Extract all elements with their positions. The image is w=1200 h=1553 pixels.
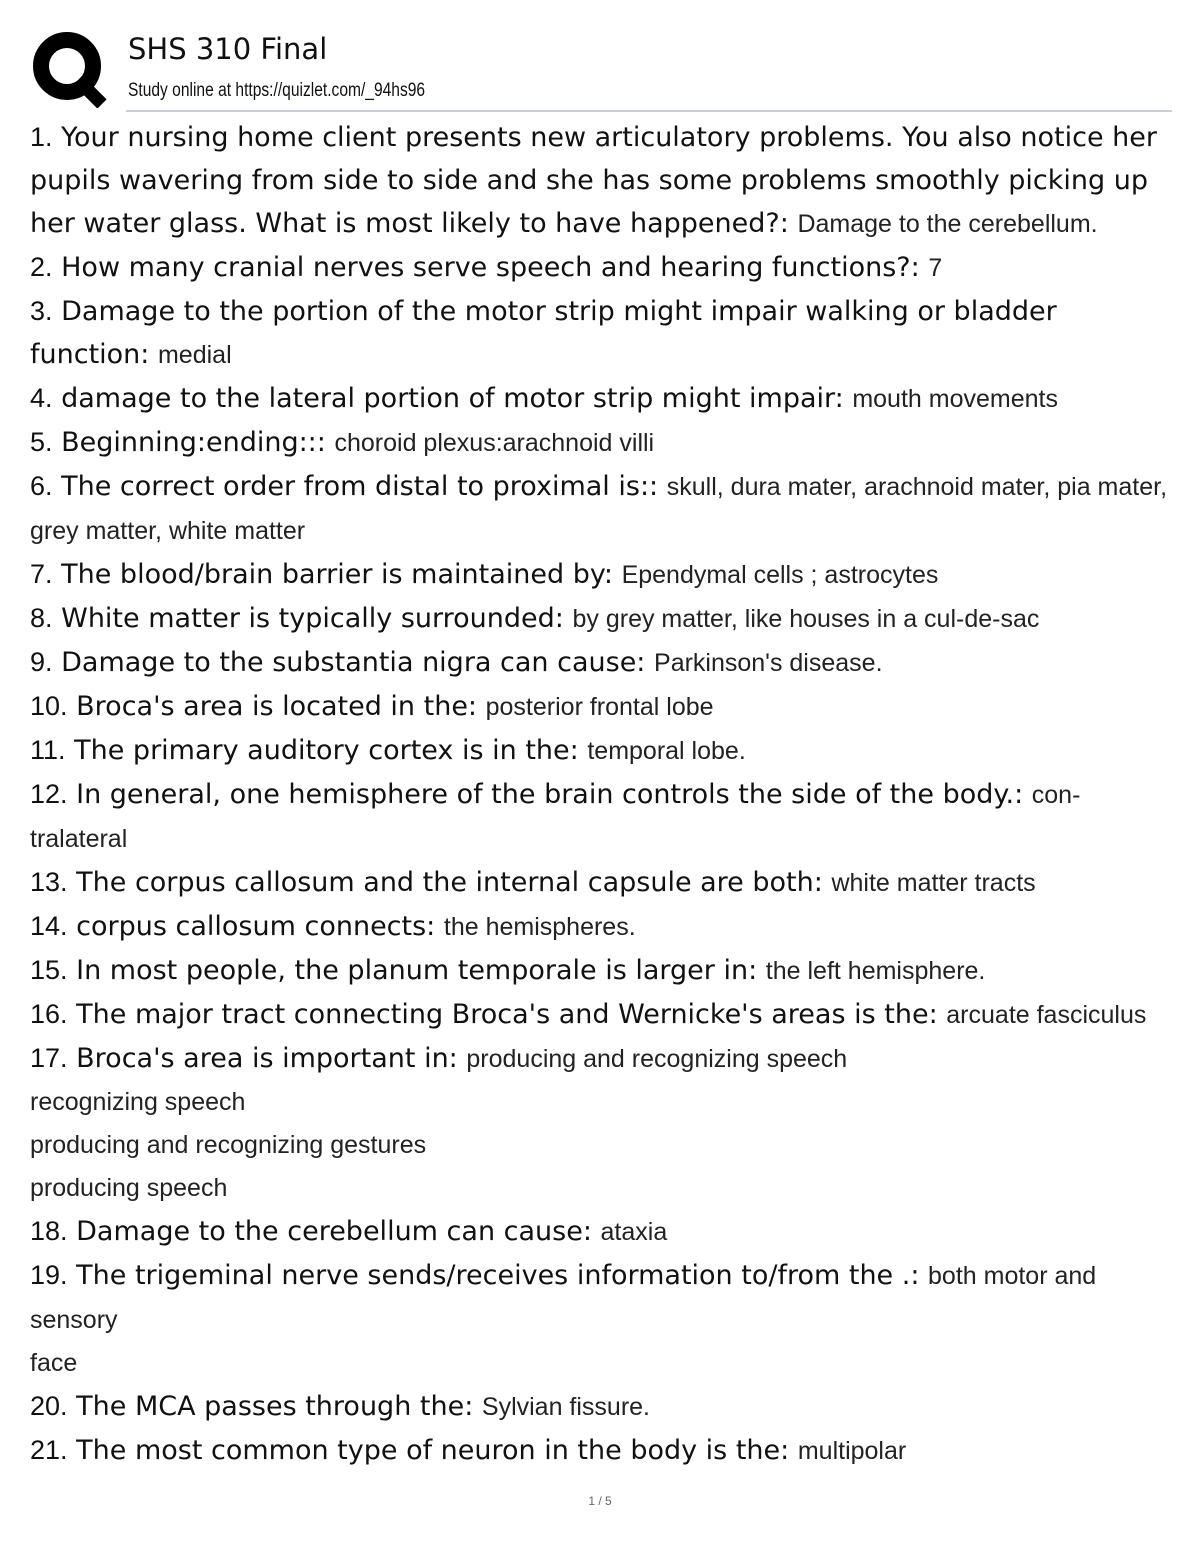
card-term: In general, one hemisphere of the brain controls the side of the body.: bbox=[76, 779, 1024, 810]
card-definition: producing speech bbox=[30, 1174, 228, 1202]
flashcard-item bbox=[30, 465, 1175, 553]
flashcard-item bbox=[30, 1210, 1175, 1254]
card-term: Broca's area is important in: bbox=[76, 1043, 458, 1074]
card-number: 19. bbox=[30, 1260, 68, 1290]
study-link-text[interactable]: Study online at https://quizlet.com/_94hs96 bbox=[128, 80, 426, 101]
document-title: SHS 310 Final bbox=[128, 32, 328, 66]
card-term: Damage to the portion of the motor strip might impair walking or bladder function: bbox=[30, 296, 1057, 370]
card-number: 5. bbox=[30, 427, 53, 457]
card-definition: 7 bbox=[928, 254, 943, 282]
card-definition: posterior frontal lobe bbox=[485, 693, 714, 721]
card-definition: recognizing speech bbox=[30, 1088, 246, 1116]
card-number: 8. bbox=[30, 603, 53, 633]
card-definition: producing and recognizing gestures bbox=[30, 1131, 427, 1159]
card-term: In most people, the planum temporale is larger in: bbox=[76, 955, 758, 986]
card-definition: both motor and sensory bbox=[30, 1262, 1097, 1334]
card-definition: Damage to the cerebellum. bbox=[797, 210, 1098, 238]
card-number: 4. bbox=[30, 383, 53, 413]
card-number: 17. bbox=[30, 1043, 68, 1073]
card-term: The blood/brain barrier is maintained by: bbox=[61, 559, 613, 590]
flashcard-item bbox=[30, 597, 1175, 641]
card-number: 10. bbox=[30, 691, 68, 721]
card-term: Damage to the substantia nigra can cause: bbox=[61, 647, 646, 678]
card-definition: mouth movements bbox=[852, 385, 1058, 413]
card-term: Damage to the cerebellum can cause: bbox=[76, 1216, 592, 1247]
card-definition: the left hemisphere. bbox=[765, 957, 986, 985]
flashcard-item bbox=[30, 290, 1175, 377]
card-definition: medial bbox=[157, 341, 232, 369]
card-definition: producing and recognizing speech bbox=[466, 1045, 848, 1073]
card-definition: skull, dura mater, arachnoid mater, pia mater, grey matter, white matter bbox=[30, 473, 1168, 545]
card-definition: Ependymal cells ; astrocytes bbox=[621, 561, 939, 589]
flashcard-item bbox=[30, 553, 1175, 597]
card-definition: arcuate fasciculus bbox=[946, 1001, 1147, 1029]
card-term: The correct order from distal to proximal is:: bbox=[61, 471, 659, 502]
flashcard-list bbox=[30, 116, 1175, 1473]
card-number: 3. bbox=[30, 296, 53, 326]
card-number: 6. bbox=[30, 471, 53, 501]
card-number: 21. bbox=[30, 1435, 68, 1465]
page-indicator: 1 / 5 bbox=[588, 1494, 612, 1508]
card-number: 20. bbox=[30, 1391, 68, 1421]
card-number: 14. bbox=[30, 911, 68, 941]
card-term: The MCA passes through the: bbox=[76, 1391, 474, 1422]
card-number: 16. bbox=[30, 999, 68, 1029]
flashcard-item bbox=[30, 1385, 1175, 1429]
card-definition: white matter tracts bbox=[831, 869, 1036, 897]
card-term: The trigeminal nerve sends/receives information to/from the .: bbox=[76, 1260, 920, 1291]
flashcard-item bbox=[30, 1254, 1175, 1385]
card-term: The corpus callosum and the internal capsule are both: bbox=[76, 867, 823, 898]
card-definition: multipolar bbox=[797, 1437, 907, 1465]
quizlet-logo-icon bbox=[30, 28, 110, 108]
card-definition: face bbox=[30, 1349, 78, 1377]
card-number: 9. bbox=[30, 647, 53, 677]
card-definition: the hemispheres. bbox=[443, 913, 636, 941]
card-term: Broca's area is located in the: bbox=[76, 691, 478, 722]
flashcard-item bbox=[30, 993, 1175, 1037]
flashcard-item bbox=[30, 905, 1175, 949]
flashcard-item bbox=[30, 729, 1175, 773]
card-definition: temporal lobe. bbox=[587, 737, 746, 765]
card-definition: ataxia bbox=[600, 1218, 668, 1246]
card-term: The major tract connecting Broca's and Wernicke's areas is the: bbox=[76, 999, 938, 1030]
card-number: 1. bbox=[30, 122, 53, 152]
flashcard-item bbox=[30, 1429, 1175, 1473]
card-definition: by grey matter, like houses in a cul-de-sac bbox=[572, 605, 1040, 633]
flashcard-item bbox=[30, 861, 1175, 905]
flashcard-item bbox=[30, 949, 1175, 993]
card-term: How many cranial nerves serve speech and hearing functions?: bbox=[61, 252, 920, 283]
card-term: Your nursing home client presents new articulatory problems. You also notice her pupils wavering from side to side and she has some problems smoothly picking up her water glass. What is most likely to have happened?: bbox=[30, 122, 1157, 239]
card-number: 11. bbox=[30, 735, 66, 765]
card-definition: Parkinson's disease. bbox=[654, 649, 883, 677]
card-number: 7. bbox=[30, 559, 53, 589]
card-definition: choroid plexus:arachnoid villi bbox=[334, 429, 655, 457]
flashcard-item bbox=[30, 377, 1175, 421]
card-definition: con-tralateral bbox=[30, 781, 1081, 853]
card-term: White matter is typically surrounded: bbox=[61, 603, 564, 634]
card-term: The primary auditory cortex is in the: bbox=[74, 735, 579, 766]
header-divider bbox=[126, 110, 1172, 112]
flashcard-item bbox=[30, 116, 1175, 246]
card-term: The most common type of neuron in the body is the: bbox=[76, 1435, 790, 1466]
page-header bbox=[30, 28, 1172, 112]
flashcard-item bbox=[30, 246, 1175, 290]
flashcard-item bbox=[30, 773, 1175, 861]
card-term: damage to the lateral portion of motor strip might impair: bbox=[61, 383, 844, 414]
card-number: 12. bbox=[30, 779, 68, 809]
flashcard-item bbox=[30, 421, 1175, 465]
card-number: 15. bbox=[30, 955, 68, 985]
flashcard-item bbox=[30, 641, 1175, 685]
card-definition: Sylvian fissure. bbox=[481, 1393, 651, 1421]
card-number: 18. bbox=[30, 1216, 68, 1246]
card-term: Beginning:ending::: bbox=[61, 427, 326, 458]
card-term: corpus callosum connects: bbox=[76, 911, 436, 942]
card-number: 13. bbox=[30, 867, 68, 897]
flashcard-item bbox=[30, 685, 1175, 729]
card-number: 2. bbox=[30, 252, 53, 282]
flashcard-item bbox=[30, 1037, 1175, 1210]
